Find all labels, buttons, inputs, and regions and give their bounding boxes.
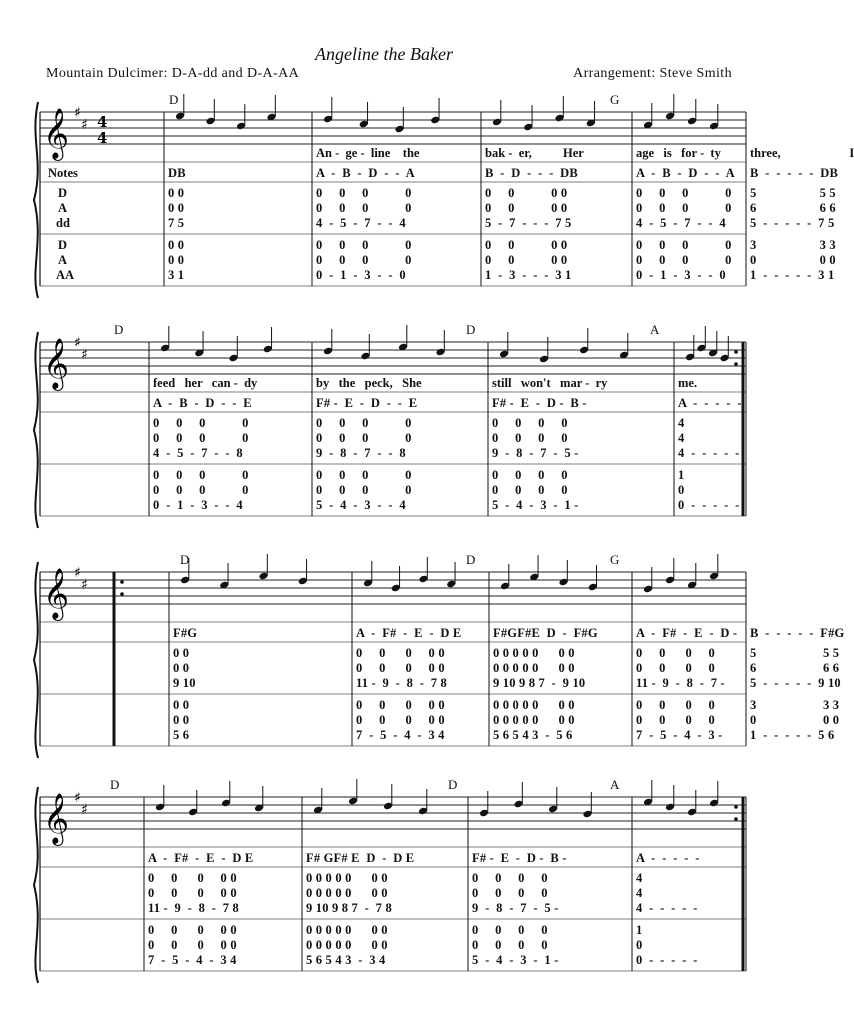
tab-numbers: 7 - 5 - 4 - 3 - (636, 728, 723, 742)
tab-numbers: 0 - 1 - 3 - - 0 (316, 268, 406, 282)
tab-numbers: 9 - 8 - 7 - 5 - (492, 446, 579, 460)
tab-numbers: 0 0 0 0 (636, 661, 715, 675)
tab-numbers: 5 6 5 4 3 - 3 4 (306, 953, 386, 967)
tab-numbers: 5 - 4 - 3 - 1 - (492, 498, 579, 512)
tab-numbers: 0 0 0 0 (316, 416, 412, 430)
tab-numbers: 0 0 0 0 (492, 416, 568, 430)
tab-numbers: 0 0 0 0 (153, 431, 249, 445)
chord-symbol: D (169, 92, 179, 107)
tab-numbers: 0 0 0 0 (316, 253, 412, 267)
tab-numbers: 0 0 0 0 0 0 0 (306, 923, 388, 937)
note-names: A - B - D - - A (636, 166, 735, 180)
string-label: AA (56, 268, 75, 282)
tab-numbers: 5 5 5 (750, 646, 840, 660)
tab-numbers: 0 0 0 0 0 0 0 (493, 698, 575, 712)
tab-numbers: 0 0 0 0 0 0 0 (493, 713, 575, 727)
sharp-icon: ♯ (74, 335, 81, 351)
note-names: A - F# - E - D E (356, 626, 462, 640)
tab-numbers: 7 - 5 - 4 - 3 4 (148, 953, 237, 967)
tab-numbers: 0 0 (168, 253, 185, 267)
chord-symbol: D (110, 777, 120, 792)
tab-numbers: 0 0 0 0 (472, 871, 548, 885)
tab-numbers: 0 0 0 0 0 (356, 713, 445, 727)
sharp-icon: ♯ (74, 565, 81, 581)
lyric-text: three, I (750, 146, 854, 160)
string-label: A (58, 201, 68, 215)
tab-numbers: 0 (636, 938, 643, 952)
tab-numbers: 6 6 6 (750, 661, 840, 675)
tab-numbers: 5 6 (173, 728, 190, 742)
tab-numbers: 0 0 (168, 238, 185, 252)
system-brace (34, 787, 38, 983)
tab-numbers: 7 5 (168, 216, 185, 230)
tab-numbers: 3 1 (168, 268, 185, 282)
tab-numbers: 4 - 5 - 7 - - 8 (153, 446, 243, 460)
note-names: F#GF#E D - F#G (493, 626, 598, 640)
tab-numbers: 0 0 0 0 (316, 238, 412, 252)
tab-numbers: 0 0 0 0 (472, 923, 548, 937)
tab-numbers: 0 0 (168, 201, 185, 215)
system-brace (34, 102, 38, 298)
tab-numbers: 0 0 0 0 (492, 468, 568, 482)
note-names: F# - E - D - - E (316, 396, 418, 410)
tab-numbers: 4 (678, 416, 685, 430)
chord-symbol: G (610, 552, 620, 567)
tab-numbers: 0 0 0 0 (636, 238, 732, 252)
tab-numbers: 0 0 0 0 (316, 186, 412, 200)
notes-row-label: Notes (48, 166, 78, 180)
instrument-tuning: Mountain Dulcimer: D-A-dd and D-A-AA (46, 66, 300, 81)
tab-numbers: 5 - - - - - 7 5 (750, 216, 835, 230)
tab-numbers: 7 - 5 - 4 - 3 4 (356, 728, 445, 742)
song-title: Angeline the Baker (315, 44, 453, 64)
treble-clef-icon: 𝄞 (43, 338, 70, 389)
tab-numbers: 0 0 0 0 0 (148, 871, 237, 885)
music-system (34, 92, 854, 300)
tab-numbers: 5 6 5 4 3 - 5 6 (493, 728, 573, 742)
lyric-text: by the peck, She (316, 376, 422, 390)
chord-symbol: D (448, 777, 458, 792)
note-names: A - F# - E - D - (636, 626, 738, 640)
string-label: D (58, 186, 68, 200)
tab-numbers: 0 0 0 0 0 0 0 (493, 646, 575, 660)
tab-numbers: 0 0 0 0 (485, 201, 568, 215)
chord-symbol: D (180, 552, 190, 567)
note-names: A - F# - E - D E (148, 851, 254, 865)
tab-numbers: 1 (636, 923, 643, 937)
string-label: A (58, 253, 68, 267)
tab-numbers: 0 0 0 0 (153, 483, 249, 497)
tab-numbers: 0 0 0 0 0 (148, 923, 237, 937)
note-names: A - - - - - (636, 851, 700, 865)
note-names: B - - - - - DB (750, 166, 839, 180)
tab-numbers: 4 - - - - - (636, 901, 698, 915)
music-system (34, 777, 746, 985)
repeat-dot (120, 580, 124, 584)
tab-numbers: 0 - 1 - 3 - - 0 (636, 268, 726, 282)
treble-clef-icon: 𝄞 (43, 568, 70, 619)
tab-numbers: 0 0 (173, 713, 190, 727)
tab-numbers: 0 0 0 0 0 (148, 938, 237, 952)
tab-numbers: 0 0 0 (750, 253, 836, 267)
chord-symbol: A (650, 322, 660, 337)
tab-numbers: 1 - 3 - - - 3 1 (485, 268, 572, 282)
tab-numbers: 3 3 3 (750, 238, 836, 252)
tab-numbers: 11 - 9 - 8 - 7 8 (148, 901, 239, 915)
tab-numbers: 0 0 0 0 0 (356, 661, 445, 675)
tab-numbers: 4 (678, 431, 685, 445)
repeat-dot (734, 350, 738, 354)
lyric-text: An - ge - line the (316, 146, 420, 160)
tab-numbers: 0 0 0 0 (636, 201, 732, 215)
tab-numbers: 0 0 (173, 661, 190, 675)
note-names: A - B - D - - A (316, 166, 415, 180)
tab-numbers: 0 0 0 (750, 713, 840, 727)
chord-symbol: D (466, 552, 476, 567)
sharp-icon: ♯ (81, 802, 88, 818)
tab-numbers: 0 0 (173, 646, 190, 660)
tab-numbers: 0 0 0 0 0 0 0 (306, 938, 388, 952)
tab-numbers: 6 6 6 (750, 201, 836, 215)
sharp-icon: ♯ (81, 347, 88, 363)
tab-numbers: 5 - 4 - 3 - - 4 (316, 498, 406, 512)
repeat-dot (734, 805, 738, 809)
tab-numbers: 5 5 5 (750, 186, 836, 200)
tab-numbers: 0 - - - - - (678, 498, 740, 512)
tab-numbers: 4 (636, 886, 643, 900)
note-names: DB (168, 166, 186, 180)
system-brace (34, 332, 38, 528)
tab-numbers: 5 - 7 - - - 7 5 (485, 216, 572, 230)
treble-clef-icon: 𝄞 (43, 108, 70, 159)
tab-numbers: 0 0 0 0 (485, 253, 568, 267)
tab-numbers: 0 0 0 0 (636, 698, 715, 712)
tab-numbers: 0 0 0 0 0 (148, 886, 237, 900)
tab-numbers: 4 - - - - - (678, 446, 740, 460)
sharp-icon: ♯ (81, 117, 88, 133)
tab-numbers: 0 0 0 0 0 0 0 (306, 871, 388, 885)
chord-symbol: D (466, 322, 476, 337)
tab-numbers: 0 0 (168, 186, 185, 200)
tab-numbers: 0 0 0 0 (636, 713, 715, 727)
string-label: D (58, 238, 68, 252)
tab-numbers: 0 - - - - - (636, 953, 698, 967)
tab-numbers: 0 0 0 0 0 0 0 (493, 661, 575, 675)
lyric-text: feed her can - dy (153, 376, 258, 390)
tab-numbers: 0 0 0 0 (492, 483, 568, 497)
lyric-text: me. (678, 376, 698, 390)
note-names: A - B - D - - E (153, 396, 252, 410)
chord-symbol: G (610, 92, 620, 107)
tab-numbers: 0 0 0 0 (153, 416, 249, 430)
note-names: F# - E - D - B - (472, 851, 567, 865)
tab-numbers: 0 0 0 0 (316, 201, 412, 215)
tab-numbers: 0 0 0 0 (636, 186, 732, 200)
tab-numbers: 0 0 0 0 (472, 938, 548, 952)
music-system (34, 322, 746, 530)
music-system (34, 552, 845, 760)
tab-numbers: 0 0 0 0 (485, 238, 568, 252)
tab-numbers: 11 - 9 - 8 - 7 8 (356, 676, 447, 690)
time-signature: 4 (97, 129, 108, 147)
lyric-text: age is for - ty (636, 146, 721, 160)
tab-numbers: 0 0 0 0 (153, 468, 249, 482)
time-signature: 4 (97, 113, 108, 131)
tab-numbers: 0 0 0 0 (316, 483, 412, 497)
tab-numbers: 0 (678, 483, 685, 497)
tab-numbers: 3 3 3 (750, 698, 840, 712)
note-names: A - - - - - (678, 396, 742, 410)
tab-numbers: 1 (678, 468, 685, 482)
tab-numbers: 0 0 0 0 0 (356, 698, 445, 712)
treble-clef-icon: 𝄞 (43, 793, 70, 844)
tab-numbers: 5 - - - - - 9 10 (750, 676, 841, 690)
tab-numbers: 0 0 0 0 (316, 468, 412, 482)
tab-numbers: 9 10 9 8 7 - 9 10 (493, 676, 586, 690)
tab-numbers: 0 0 0 0 (316, 431, 412, 445)
tab-numbers: 0 0 0 0 (485, 186, 568, 200)
tab-numbers: 9 - 8 - 7 - 5 - (472, 901, 559, 915)
sharp-icon: ♯ (74, 105, 81, 121)
sharp-icon: ♯ (74, 790, 81, 806)
tab-numbers: 5 - 4 - 3 - 1 - (472, 953, 559, 967)
tab-numbers: 4 - 5 - 7 - - 4 (316, 216, 406, 230)
tab-numbers: 0 0 0 0 0 0 0 (306, 886, 388, 900)
tab-numbers: 0 - 1 - 3 - - 4 (153, 498, 243, 512)
string-label: dd (56, 216, 70, 230)
tab-numbers: 9 10 (173, 676, 196, 690)
note-names: B - - - - - F#G (750, 626, 845, 640)
tab-numbers: 4 (636, 871, 643, 885)
note-names: F# GF# E D - D E (306, 851, 415, 865)
arrangement-credit: Arrangement: Steve Smith (573, 66, 732, 81)
tab-numbers: 0 0 0 0 (636, 646, 715, 660)
tab-numbers: 0 0 (173, 698, 190, 712)
repeat-dot (120, 592, 124, 596)
tab-numbers: 9 10 9 8 7 - 7 8 (306, 901, 392, 915)
lyric-text: bak - er, Her (485, 146, 584, 160)
chord-symbol: A (610, 777, 620, 792)
note-names: F# - E - D - B - (492, 396, 587, 410)
sharp-icon: ♯ (81, 577, 88, 593)
lyric-text: still won't mar - ry (492, 376, 608, 390)
chord-symbol: D (114, 322, 124, 337)
tab-numbers: 0 0 0 0 (636, 253, 732, 267)
note-names: F#G (173, 626, 198, 640)
tab-numbers: 4 - 5 - 7 - - 4 (636, 216, 726, 230)
repeat-dot (734, 362, 738, 366)
tab-numbers: 0 0 0 0 (472, 886, 548, 900)
tab-numbers: 1 - - - - - 5 6 (750, 728, 835, 742)
tab-numbers: 0 0 0 0 (492, 431, 568, 445)
system-brace (34, 562, 38, 758)
tab-numbers: 9 - 8 - 7 - - 8 (316, 446, 406, 460)
tab-numbers: 11 - 9 - 8 - 7 - (636, 676, 725, 690)
tab-numbers: 1 - - - - - 3 1 (750, 268, 835, 282)
repeat-dot (734, 817, 738, 821)
tab-numbers: 0 0 0 0 0 (356, 646, 445, 660)
note-names: B - D - - - DB (485, 166, 578, 180)
